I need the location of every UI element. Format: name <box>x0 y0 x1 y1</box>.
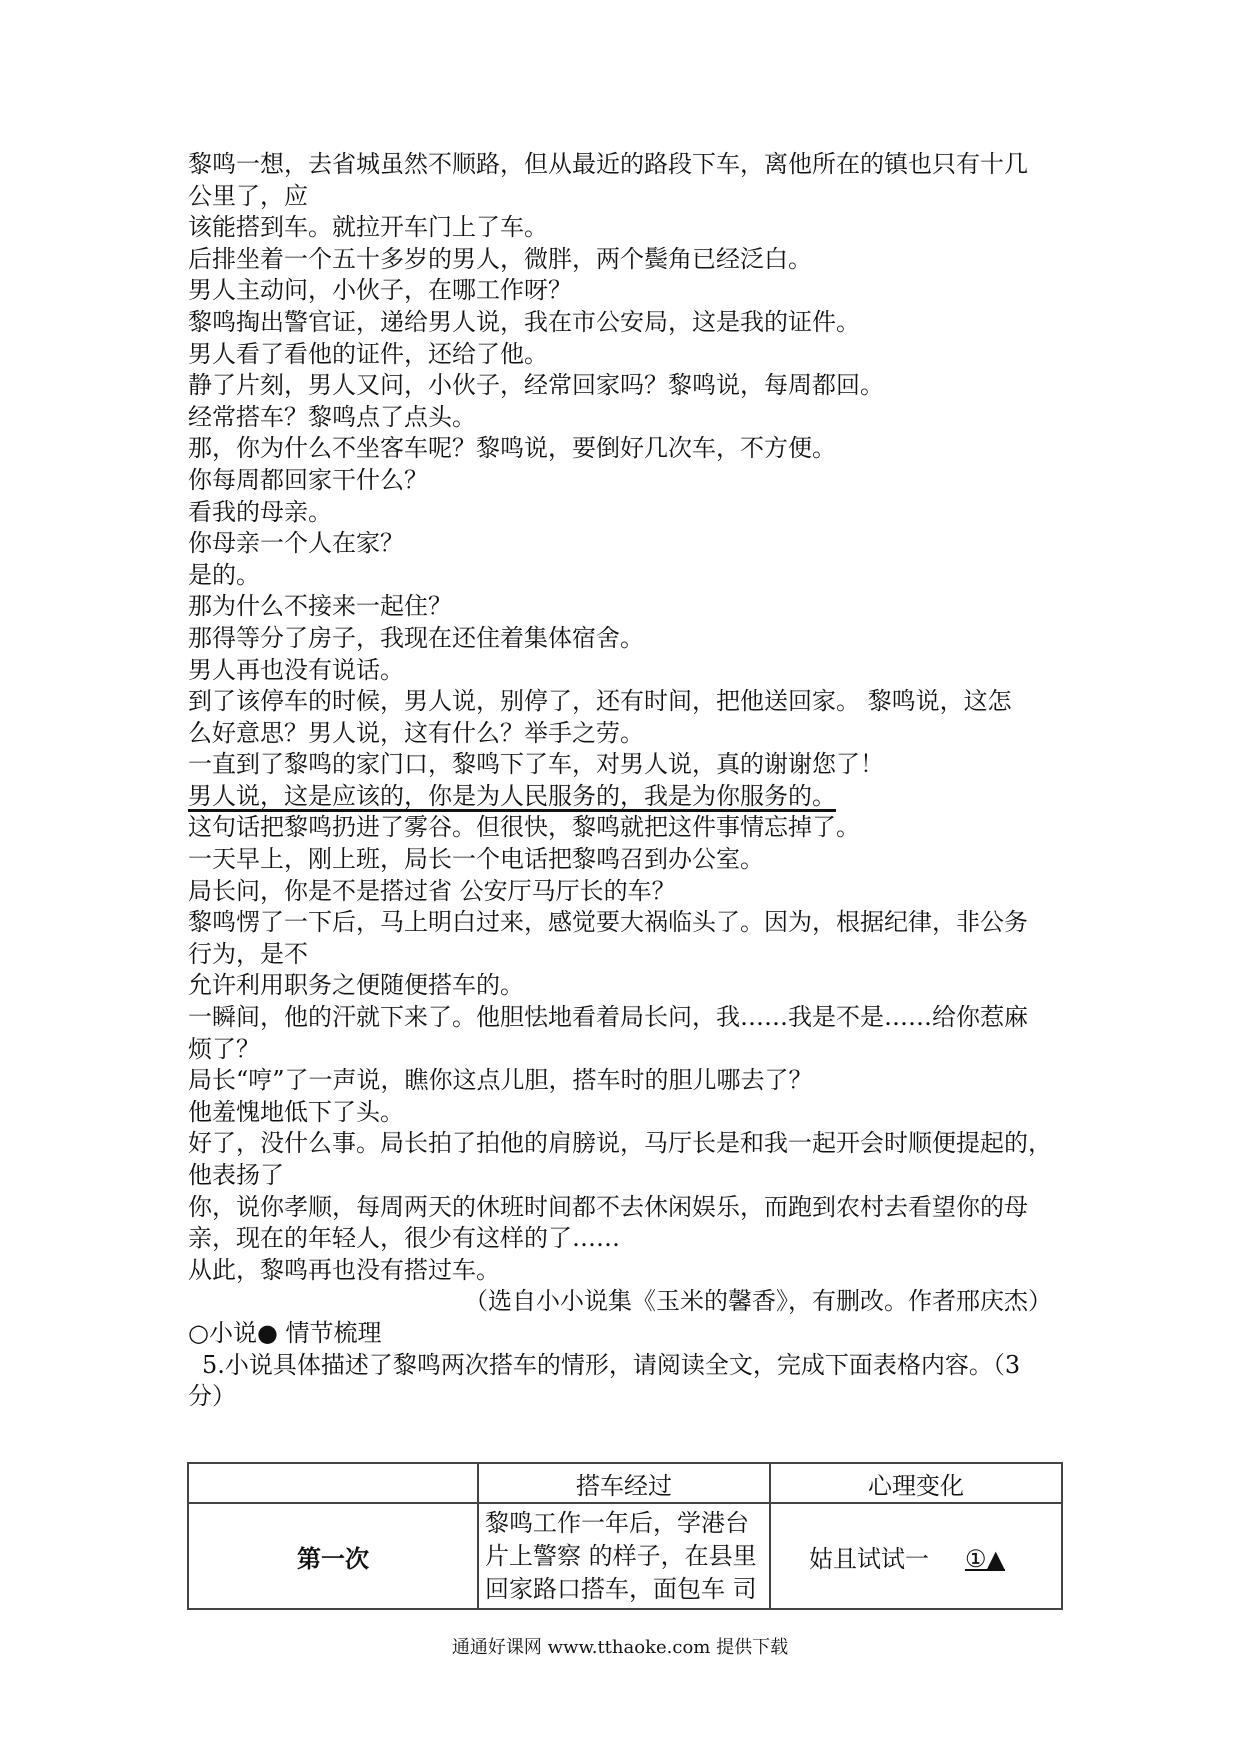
story-text <box>188 149 1058 1413</box>
story-line: 他羞愧地低下了头。 <box>188 1097 404 1126</box>
story-line: 你，说你孝顺，每周两天的休班时间都不去休闲娱乐，而跑到农村去看望你的母 <box>188 1192 1028 1221</box>
story-line: 公里了，应 <box>188 181 308 210</box>
story-line: 从此，黎鸣再也没有搭过车。 <box>188 1255 500 1284</box>
table-header-psychology: 心理变化 <box>770 1463 1062 1503</box>
table-row <box>188 1503 1062 1609</box>
story-line: 是的。 <box>188 560 260 589</box>
underlined-sentence: 男人说，这是应该的，你是为人民服务的，我是为你服务的。 <box>188 781 836 810</box>
story-line: 亲，现在的年轻人，很少有这样的了…… <box>188 1224 620 1253</box>
process-cell <box>478 1503 770 1609</box>
story-line: 允许利用职务之便随便搭车的。 <box>188 971 524 1000</box>
process-line: 片上警察 的样子，在县里 <box>485 1542 757 1570</box>
story-line: 那，你为什么不坐客车呢？黎鸣说，要倒好几次车，不方便。 <box>188 434 836 463</box>
story-line: 行为，是不 <box>188 939 308 968</box>
story-line: 男人再也没有说话。 <box>188 655 404 684</box>
story-line: 那得等分了房子，我现在还住着集体宿舍。 <box>188 623 644 652</box>
story-line: 后排坐着一个五十多岁的男人，微胖，两个鬓角已经泛白。 <box>188 244 812 273</box>
story-line: 这句话把黎鸣扔进了雾谷。但很快，黎鸣就把这件事情忘掉了。 <box>188 813 860 842</box>
story-line: 烦了？ <box>188 1034 260 1063</box>
story-line: 你每周都回家干什么？ <box>188 465 428 494</box>
story-line: 静了片刻，男人又问，小伙子，经常回家吗？黎鸣说，每周都回。 <box>188 371 884 400</box>
footer-credit: 通通好课网 www.tthaoke.com 提供下载 <box>451 1637 789 1658</box>
answer-blank[interactable]: ①▲ <box>965 1544 1005 1573</box>
story-line: 该能搭到车。就拉开车门上了车。 <box>188 213 548 242</box>
story-line: 你母亲一个人在家？ <box>188 529 404 558</box>
source-citation: （选自小小说集《玉米的馨香》，有删改。作者邢庆杰） <box>464 1287 1052 1316</box>
story-line: 局长“哼”了一声说，瞧你这点儿胆，搭车时的胆儿哪去了？ <box>188 1066 813 1095</box>
process-line: 回家路口搭车，面包车 司 <box>485 1575 757 1603</box>
story-line: 经常搭车？黎鸣点了点头。 <box>188 402 476 431</box>
psychology-cell <box>770 1503 1062 1609</box>
story-line: 么好意思？男人说，这有什么？举手之劳。 <box>188 718 644 747</box>
story-line: 一直到了黎鸣的家门口，黎鸣下了车，对男人说，真的谢谢您了！ <box>188 750 884 779</box>
story-line: 男人主动问，小伙子，在哪工作呀？ <box>188 276 572 305</box>
story-line: 一天早上，刚上班，局长一个电话把黎鸣召到办公室。 <box>188 845 764 874</box>
story-line: 一瞬间，他的汗就下来了。他胆怯地看着局长问，我……我是不是……给你惹麻 <box>188 1003 1028 1032</box>
process-line: 黎鸣工作一年后，学港台 <box>485 1509 749 1537</box>
story-line: 好了，没什么事。局长拍了拍他的肩膀说，马厅长是和我一起开会时顺便提起的， <box>188 1129 1052 1158</box>
question-text: 5.小说具体描述了黎鸣两次搭车的情形，请阅读全文，完成下面表格内容。（3 <box>202 1350 1021 1379</box>
story-line: 黎鸣掏出警官证，递给男人说，我在市公安局，这是我的证件。 <box>188 307 860 336</box>
story-line: 男人看了看他的证件，还给了他。 <box>188 339 548 368</box>
question-text-cont: 分） <box>188 1382 236 1411</box>
table-header-row <box>188 1463 1062 1503</box>
story-line: 黎鸣一想，去省城虽然不顺路，但从最近的路段下车，离他所在的镇也只有十几 <box>188 150 1028 178</box>
table-header-process: 搭车经过 <box>478 1463 770 1503</box>
story-line: 那为什么不接来一起住？ <box>188 592 452 621</box>
psychology-text: 姑且试试一 <box>809 1544 929 1573</box>
story-line: 到了该停车的时候，男人说，别停了，还有时间，把他送回家。 黎鸣说，这怎 <box>188 687 1012 716</box>
row-label-first: 第一次 <box>188 1503 478 1609</box>
answer-table <box>187 1462 1063 1610</box>
story-line: 局长问，你是不是搭过省 公安厅马厅长的车？ <box>188 876 676 905</box>
story-line: 黎鸣愣了一下后，马上明白过来，感觉要大祸临头了。因为，根据纪律，非公务 <box>188 908 1028 937</box>
section-heading: ○小说● 情节梳理 <box>188 1318 382 1347</box>
story-line: 他表扬了 <box>188 1161 284 1189</box>
table-header-empty <box>188 1463 478 1503</box>
story-line: 看我的母亲。 <box>188 497 332 526</box>
